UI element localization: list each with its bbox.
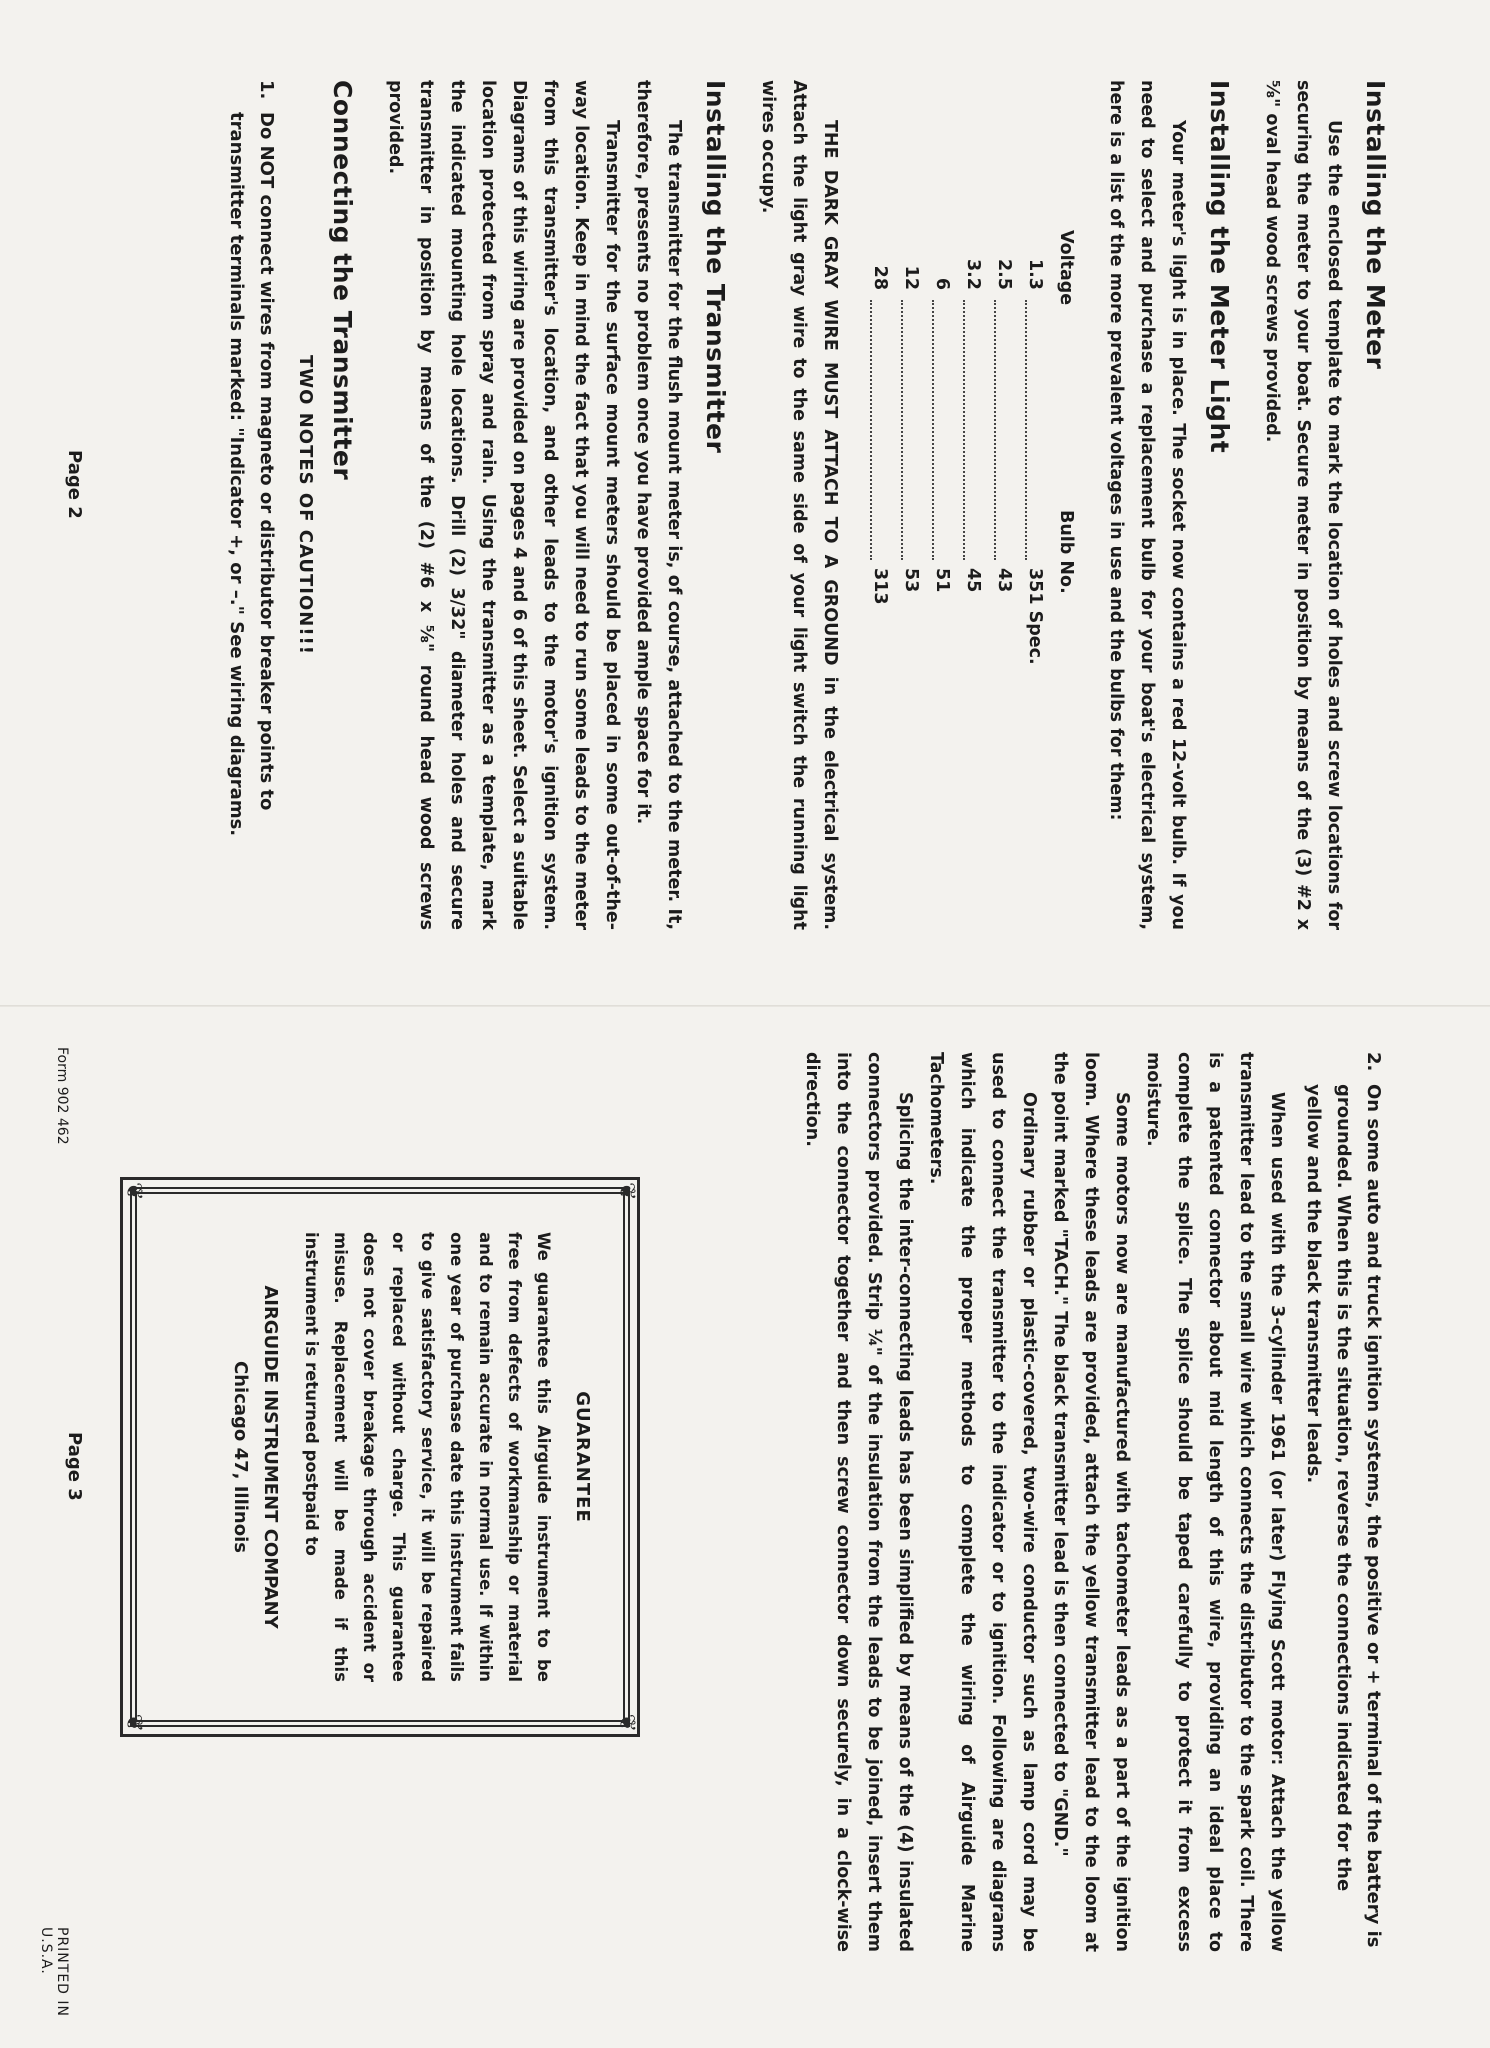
flying-scott-para: When used with the 3-cylinder 1961 (or later) Flying Scott motor: Attach the yellow transmitter lead to the small wire which connects the distributor to the spark coil. There is a patented connector about mid length of this wire, providing an ideal place to complete the splice. The splice should be taped carefully to protect it from excess moisture. — [1143, 1052, 1287, 1952]
page-number-3: Page 3 — [64, 1432, 85, 1501]
heading-connecting-transmitter: Connecting the Transmitter — [328, 80, 357, 481]
bulb-table-header — [1051, 230, 1082, 930]
guarantee-text: We guarantee this Airguide instrument to be free from defects of workmanship or material and to remain accurate in normal use. If within one year of purchase date this instrument fails to give satisfactory service, it will be repaired or replaced without charge. This guarantee does not cover breakage through accident or misuse. Replacement will be made if this instrument is returned postpaid to — [302, 1232, 553, 1682]
bulb-cell: 43 — [994, 568, 1015, 593]
note-text: On some auto and truck ignition systems, the positive or + terminal of the battery is grounded. When this is the situation, reverse the connections indicated for the yellow and the black transmitter leads. — [1303, 1084, 1384, 1948]
page-3-column — [796, 1052, 1388, 1952]
bulb-cell: 53 — [901, 568, 922, 593]
section-installing-meter — [1256, 80, 1390, 930]
bulb-cell: 45 — [963, 568, 984, 593]
leader-dots — [933, 300, 953, 560]
section-connecting-transmitter — [221, 80, 357, 930]
bulb-table — [865, 230, 1082, 930]
leader-dots — [964, 300, 984, 560]
note-number: 1. — [256, 80, 277, 100]
table-row — [865, 230, 896, 930]
note-text: Do NOT connect wires from magneto or distributor breaker points to transmitter terminals marked: "Indicator +, or –." See wiring diagrams. — [226, 112, 277, 837]
corner-ornament-icon: ❦ — [121, 1713, 146, 1732]
transmitter-para-1: The transmitter for the flush mount meter is, of course, attached to the meter. It, therefore, presents no problem once you have provided ample space for it. — [633, 80, 684, 930]
leader-dots — [871, 300, 891, 560]
form-number: Form 902 462 — [54, 1047, 70, 1145]
table-row — [927, 230, 958, 930]
voltage-cell: 12 — [901, 265, 922, 290]
page-2 — [0, 0, 1490, 1005]
leader-dots — [902, 300, 922, 560]
splicing-para: Splicing the inter-connecting leads has been simplified by means of the (4) insulated connectors provided. Strip ¼" of the insulation from the leads to be joined, insert them into the connector together and then screw connector down securely, in a clock-wise direction. — [802, 1052, 915, 1952]
table-row — [989, 230, 1020, 930]
voltage-cell: 1.3 — [1025, 258, 1046, 290]
bulb-cell: 351 Spec. — [1025, 568, 1046, 665]
corner-ornament-icon: ❦ — [121, 1182, 146, 1201]
ignition-loom-para: Some motors now are manufactured with tachometer leads as a part of the ignition loom. Where these leads are provided, attach the yellow transmitter lead to the loom at the point marked "TACH." The black transmitter lead is then connected to "GND." — [1050, 1052, 1132, 1952]
meter-instructions: Use the enclosed template to mark the location of holes and screw locations for securing the meter to your boat. Secure meter in position by means of the (3) #2 x ⅝" oval head wood screws provided. — [1262, 80, 1344, 930]
voltage-cell: 3.2 — [963, 258, 984, 290]
ground-note: THE DARK GRAY WIRE MUST ATTACH TO A GROUND in the electrical system. Attach the light gray wire to the same side of your light switch the running light wires occupy. — [758, 80, 840, 930]
company-name: AIRGUIDE INSTRUMENT COMPANY — [260, 1285, 281, 1629]
page-2-column — [199, 80, 1390, 930]
heading-installing-meter: Installing the Meter — [1361, 80, 1390, 370]
bulb-header: Bulb No. — [1056, 510, 1077, 594]
transmitter-para-2: Transmitter for the surface mount meters should be placed in some out-of-the-way location. Keep in mind the fact that you will need to run some leads to the meter from this transmitter's location, and other leads to the motor's ignition system. Diagrams of this wiring are provided on pages 4 and 6 of this sheet. Select a suitable location protected from spray and rain. Using the transmitter as a template, mark the indicated mounting hole locations. Drill (2) 3/32" diameter holes and secure transmitter in position by means of the (2) #6 x ⅝" round head wood screws provided. — [385, 80, 622, 930]
corner-ornament-icon: ❦ — [614, 1713, 639, 1732]
bulb-cell: 51 — [932, 568, 953, 593]
table-row — [958, 230, 989, 930]
note-number: 2. — [1363, 1052, 1384, 1072]
section-meter-light — [752, 80, 1234, 930]
voltage-header: Voltage — [1056, 230, 1077, 306]
caution-note-2 — [1298, 1052, 1388, 1952]
page-number-2: Page 2 — [64, 450, 85, 519]
bulb-cell: 313 — [870, 568, 891, 605]
voltage-cell: 28 — [870, 265, 891, 290]
voltage-cell: 6 — [932, 277, 953, 290]
table-row — [896, 230, 927, 930]
caution-note-1 — [221, 80, 281, 930]
caution-heading: TWO NOTES OF CAUTION!!! — [295, 355, 316, 655]
guarantee-title: GUARANTEE — [572, 1391, 593, 1523]
heading-meter-light: Installing the Meter Light — [1205, 80, 1234, 454]
guarantee-box — [121, 1182, 639, 1732]
heading-installing-transmitter: Installing the Transmitter — [701, 80, 730, 454]
table-row — [1020, 230, 1051, 930]
voltage-cell: 2.5 — [994, 258, 1015, 290]
section-installing-transmitter — [379, 80, 730, 930]
page-3 — [0, 1007, 1490, 2048]
company-city: Chicago 47, Illinois — [230, 1361, 251, 1553]
leader-dots — [1026, 300, 1046, 560]
corner-ornament-icon: ❦ — [614, 1182, 639, 1201]
light-instructions: Your meter's light is in place. The socket now contains a red 12-volt bulb. If you need to select and purchase a replacement bulb for your boat's electrical system, here is a list of the more prevalent voltages in use and the bulbs for them: — [1106, 80, 1188, 930]
leader-dots — [995, 300, 1015, 560]
printed-in-usa: PRINTED IN U.S.A. — [38, 1927, 70, 2018]
conductor-para: Ordinary rubber or plastic-covered, two-wire conductor such as lamp cord may be used to connect the transmitter to the indicator or to ignition. Following are diagrams which indicate the proper methods to complete the wiring of Airguide Marine Tachometers. — [926, 1052, 1039, 1952]
